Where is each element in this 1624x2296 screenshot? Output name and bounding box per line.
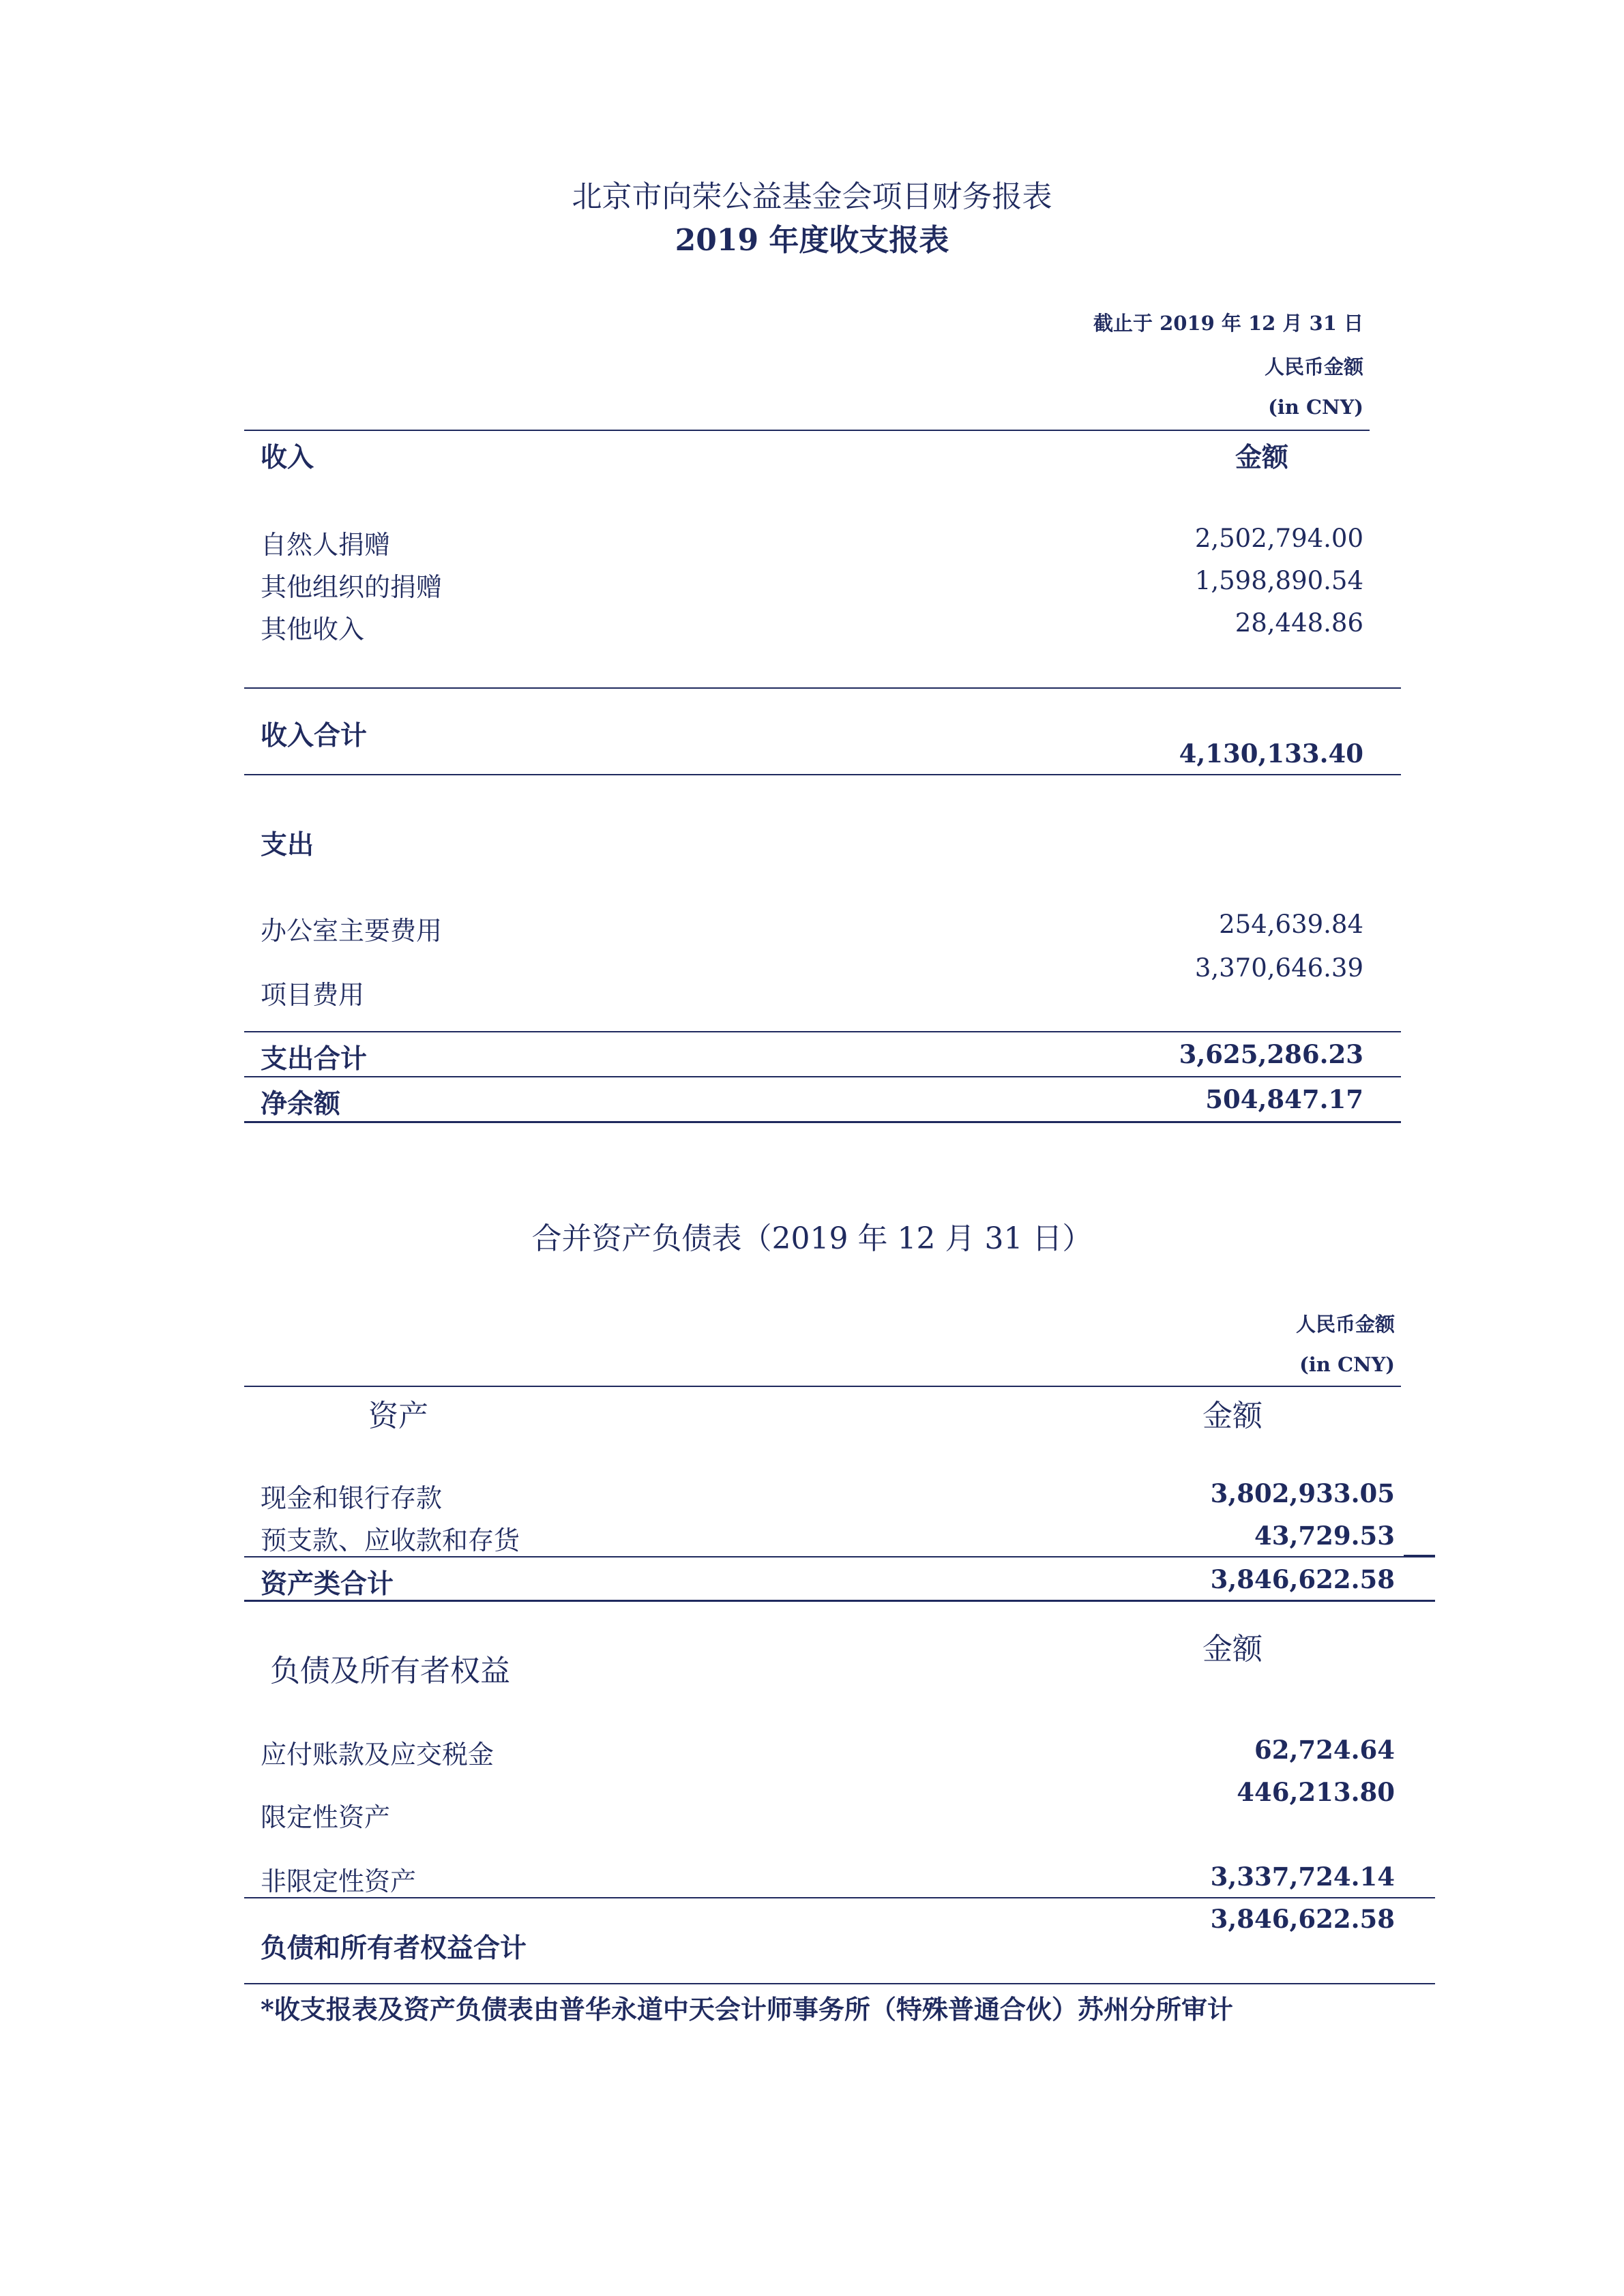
income-total-top-rule bbox=[244, 687, 1401, 689]
expense-item-amount: 3,370,646.39 bbox=[1194, 953, 1363, 983]
asset-item-label: 预支款、应收款和存货 bbox=[261, 1525, 520, 1555]
header-rule bbox=[244, 430, 1370, 431]
as-of-date: 截止于 2019 年 12 月 31 日 bbox=[1093, 312, 1363, 335]
assets-amount-header: 金额 bbox=[1202, 1399, 1263, 1433]
expense-total-label: 支出合计 bbox=[261, 1043, 368, 1075]
currency-label-en: (in CNY) bbox=[1299, 1353, 1395, 1376]
net-balance-amount: 504,847.17 bbox=[1205, 1084, 1363, 1114]
income-item-label: 其他收入 bbox=[261, 614, 365, 644]
liabilities-amount-header: 金额 bbox=[1202, 1632, 1263, 1667]
liability-item-label: 非限定性资产 bbox=[261, 1866, 417, 1896]
assets-header-rule bbox=[244, 1386, 1401, 1387]
income-item-label: 自然人捐赠 bbox=[261, 530, 391, 560]
currency-label-en: (in CNY) bbox=[1268, 396, 1363, 419]
income-item-amount: 1,598,890.54 bbox=[1194, 566, 1363, 595]
income-item-amount: 28,448.86 bbox=[1235, 608, 1363, 638]
liability-item-label: 应付账款及应交税金 bbox=[261, 1740, 494, 1770]
liabilities-total-amount: 3,846,622.58 bbox=[1210, 1904, 1395, 1934]
income-total-label: 收入合计 bbox=[261, 720, 368, 751]
liability-item-amount: 3,337,724.14 bbox=[1210, 1862, 1395, 1892]
income-header: 收入 bbox=[261, 442, 314, 473]
amount-header: 金额 bbox=[1235, 442, 1288, 473]
net-balance-bottom-rule bbox=[244, 1121, 1401, 1123]
assets-total-amount: 3,846,622.58 bbox=[1210, 1564, 1395, 1594]
liabilities-total-top-rule bbox=[244, 1897, 1435, 1898]
expense-item-amount: 254,639.84 bbox=[1219, 910, 1363, 939]
income-item-label: 其他组织的捐赠 bbox=[261, 572, 443, 602]
report-title: 北京市向荣公益基金会项目财务报表 bbox=[572, 179, 1052, 214]
net-balance-top-rule bbox=[244, 1076, 1401, 1077]
assets-total-label: 资产类合计 bbox=[261, 1568, 394, 1600]
expense-item-label: 办公室主要费用 bbox=[261, 916, 443, 946]
net-balance-label: 净余额 bbox=[261, 1088, 341, 1120]
liabilities-header: 负债及所有者权益 bbox=[270, 1654, 510, 1688]
income-total-amount: 4,130,133.40 bbox=[1179, 739, 1363, 769]
liability-item-amount: 62,724.64 bbox=[1254, 1735, 1395, 1765]
expense-total-amount: 3,625,286.23 bbox=[1179, 1039, 1363, 1069]
liability-item-amount: 446,213.80 bbox=[1237, 1777, 1395, 1807]
asset-item-label: 现金和银行存款 bbox=[261, 1483, 443, 1513]
assets-header: 资产 bbox=[368, 1399, 428, 1433]
liabilities-total-label: 负债和所有者权益合计 bbox=[261, 1933, 527, 1964]
expense-header: 支出 bbox=[261, 829, 314, 861]
income-total-bottom-rule bbox=[244, 774, 1401, 775]
asset-item-amount: 3,802,933.05 bbox=[1210, 1478, 1395, 1508]
income-item-amount: 2,502,794.00 bbox=[1194, 524, 1363, 553]
assets-total-bottom-rule bbox=[244, 1600, 1435, 1602]
asset-item-amount: 43,729.53 bbox=[1254, 1521, 1395, 1551]
currency-label-cn: 人民币金额 bbox=[1264, 355, 1363, 378]
expense-total-top-rule bbox=[244, 1031, 1401, 1032]
expense-item-label: 项目费用 bbox=[261, 980, 365, 1010]
audit-footnote: *收支报表及资产负债表由普华永道中天会计师事务所（特殊普通合伙）苏州分所审计 bbox=[261, 1994, 1233, 2025]
liability-item-label: 限定性资产 bbox=[261, 1802, 391, 1832]
report-subtitle: 2019 年度收支报表 bbox=[675, 223, 949, 258]
liabilities-total-bottom-rule bbox=[244, 1983, 1435, 1984]
currency-label-cn: 人民币金额 bbox=[1295, 1313, 1395, 1336]
balance-sheet-title: 合并资产负债表（2019 年 12 月 31 日） bbox=[531, 1221, 1093, 1256]
assets-total-top-rule bbox=[244, 1556, 1435, 1557]
